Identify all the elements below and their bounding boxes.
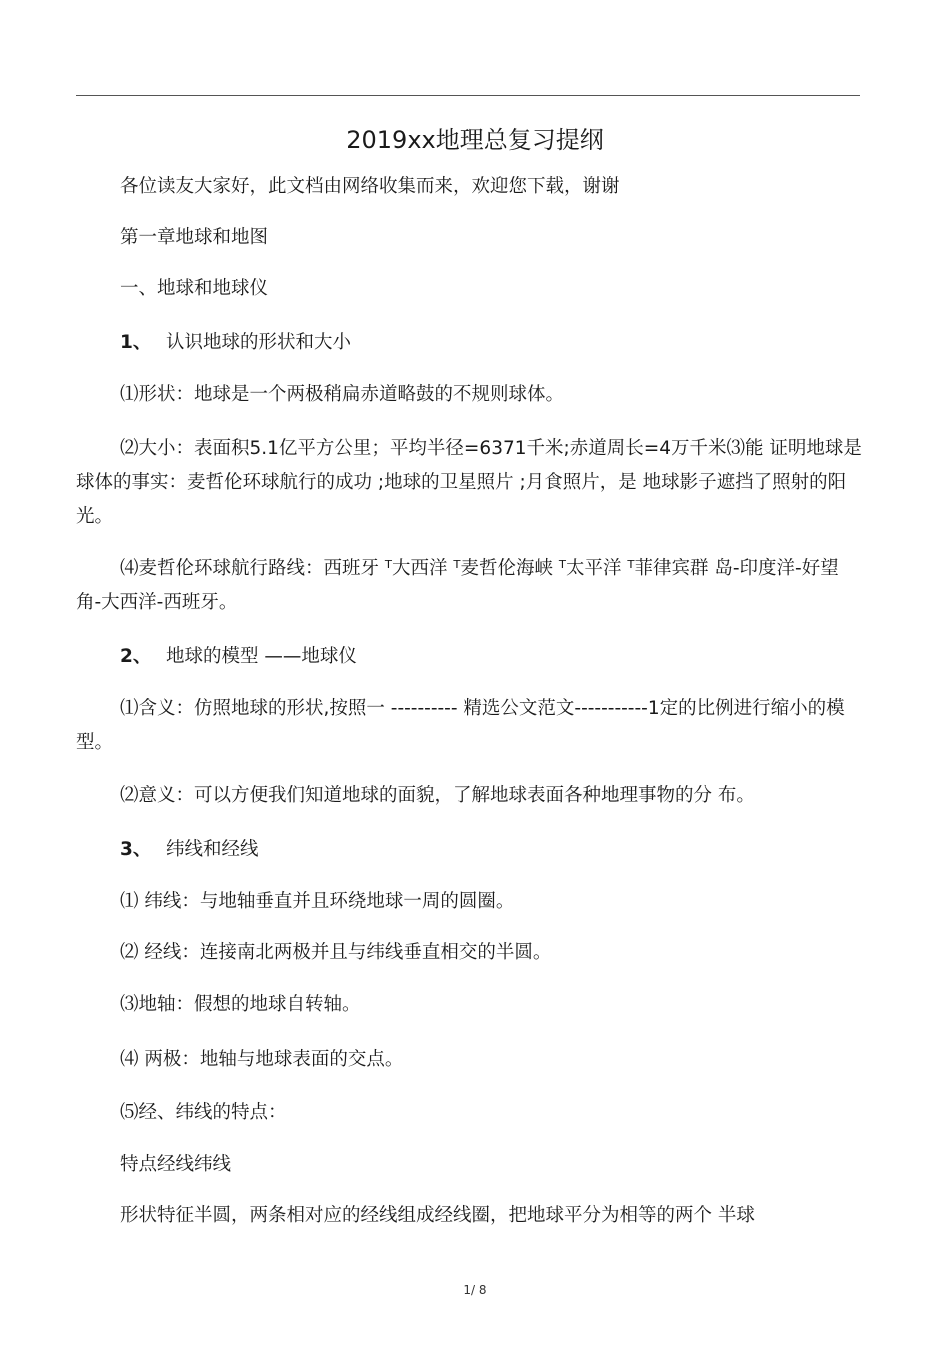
- item3-number: 3、: [120, 839, 152, 860]
- item2-title: 地球的模型 ——地球仪: [166, 646, 357, 667]
- item1-title: 认识地球的形状和大小: [166, 332, 352, 353]
- item2-heading: [120, 640, 910, 674]
- table-header-text: 特点经线纬线: [120, 1154, 232, 1175]
- table-row-text: 形状特征半圆，两条相对应的经线组成经线圈，把地球平分为相等的两个 半球: [120, 1205, 755, 1226]
- section-heading: 一、地球和地球仪: [120, 278, 269, 299]
- longitude-paragraph: ⑵ 经线：连接南北两极并且与纬线垂直相交的半圆。: [120, 942, 552, 963]
- item2-number: 2、: [120, 646, 152, 667]
- meaning-paragraph: ⑴含义：仿照地球的形状,按照一 ---------- 精选公文范文-----------1定的比例进行缩小的模型。: [76, 698, 845, 753]
- significance-paragraph: ⑵意义：可以方便我们知道地球的面貌，了解地球表面各种地理事物的分 布。: [120, 785, 755, 806]
- axis-paragraph: ⑶地轴：假想的地球自转轴。: [120, 994, 361, 1015]
- chapter-heading: 第一章地球和地图: [120, 227, 269, 248]
- header-rule: [76, 95, 860, 96]
- item3-title: 纬线和经线: [166, 839, 259, 860]
- document-title: 2019xx地理总复习提纲: [346, 126, 604, 154]
- route-paragraph: ⑷麦哲伦环球航行路线：西班牙 ᵀ大西洋 ᵀ麦哲伦海峡 ᵀ太平洋 ᵀ菲律宾群 岛-印度洋-好望角-大西洋-西班牙。: [76, 558, 839, 613]
- features-paragraph: ⑸经、纬线的特点：: [120, 1102, 287, 1123]
- poles-paragraph: ⑷ 两极：地轴与地球表面的交点。: [120, 1049, 404, 1070]
- item1-number: 1、: [120, 332, 152, 353]
- shape-paragraph: ⑴形状：地球是一个两极稍扁赤道略鼓的不规则球体。: [120, 384, 565, 405]
- item1-heading: [120, 326, 910, 360]
- page-number: 1/ 8: [463, 1283, 487, 1297]
- size-paragraph: ⑵大小：表面积5.1亿平方公里；平均半径=6371千米;赤道周长=4万千米⑶能 证明地球是球体的事实：麦哲伦环球航行的成功 ;地球的卫星照片 ;月食照片，是 地球影子遮挡了照射的阳光。: [76, 438, 862, 527]
- item3-heading: [120, 833, 910, 867]
- latitude-paragraph: ⑴ 纬线：与地轴垂直并且环绕地球一周的圆圈。: [120, 891, 515, 912]
- intro-text: 各位读友大家好，此文档由网络收集而来，欢迎您下载，谢谢: [120, 176, 620, 197]
